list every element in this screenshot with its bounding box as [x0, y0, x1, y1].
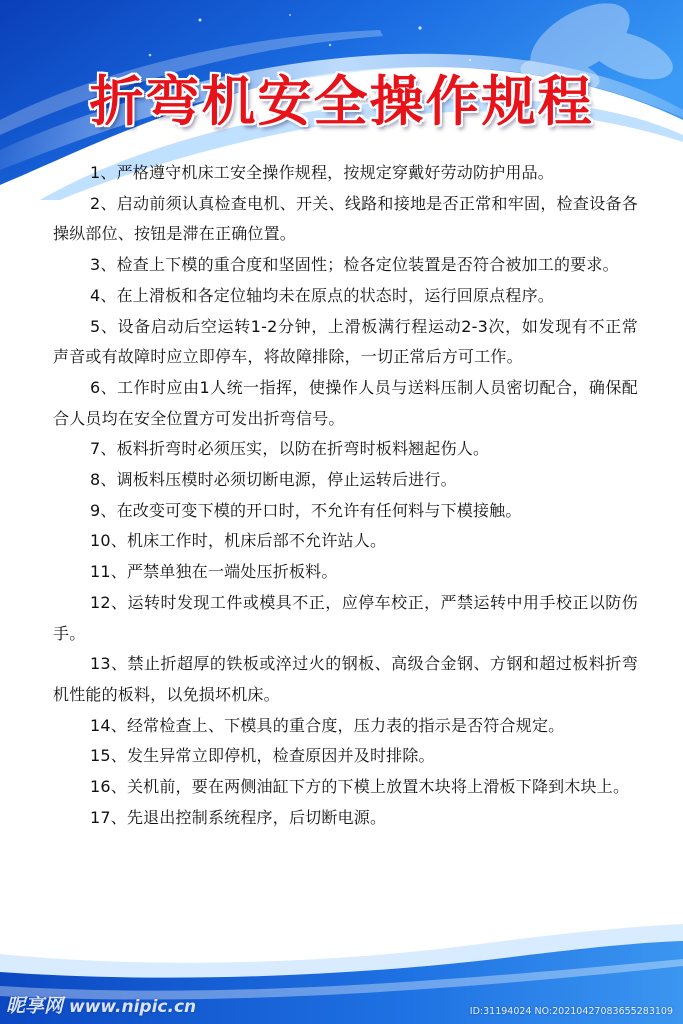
- page-title: 折弯机安全操作规程: [89, 70, 594, 133]
- rule-item: 10、机床工作时，机床后部不允许站人。: [90, 531, 387, 551]
- watermark-brand: [6, 991, 196, 1018]
- rule-item: 6、工作时应由1人统一指挥，使操作人员与送料压制人员密切配合，确保配合人员均在安全位置方可发出折弯信号。: [53, 377, 638, 428]
- rule-item: 15、发生异常立即停机，检查原因并及时排除。: [90, 746, 435, 766]
- watermark-id: ID:31194024 NO:20210427083655283109: [469, 1006, 673, 1017]
- rule-item: 9、在改变可变下模的开口时，不允许有任何料与下模接触。: [90, 500, 522, 520]
- rule-item: 2、启动前须认真检查电机、开关、线路和接地是否正常和牢固，检查设备各操纵部位、按钮是滞在正确位置。: [53, 193, 638, 244]
- rule-item: 3、检查上下模的重合度和坚固性；检各定位装置是否符合被加工的要求。: [90, 255, 619, 275]
- watermark-brand-name: 昵享网: [6, 995, 64, 1017]
- watermark-url: www.nipic.cn: [69, 997, 197, 1017]
- rule-item: 7、板料折弯时必须压实，以防在折弯时板料翘起伤人。: [90, 439, 490, 459]
- rule-item: 14、经常检查上、下模具的重合度，压力表的指示是否符合规定。: [90, 715, 565, 735]
- rule-item: 13、禁止折超厚的铁板或淬过火的钢板、高级合金钢、方钢和超过板料折弯机性能的板料，以免损坏机床。: [53, 654, 638, 704]
- rule-item: 8、调板料压模时必须切断电源，停止运转后进行。: [90, 470, 457, 490]
- rule-item: 12、运转时发现工件或模具不正，应停车校正，严禁运转中用手校正以防伤手。: [53, 592, 638, 643]
- rule-item: 5、设备启动后空运转1-2分钟，上滑板满行程运动2-3次，如发现有不正常声音或有故障时应立即停车，将故障排除，一切正常后方可工作。: [53, 316, 638, 367]
- rule-item: 11、严禁单独在一端处压折板料。: [90, 562, 338, 582]
- rule-item: 17、先退出控制系统程序，后切断电源。: [90, 807, 387, 827]
- rule-item: 1、严格遵守机床工安全操作规程，按规定穿戴好劳动防护用品。: [90, 163, 554, 182]
- rule-item: 4、在上滑板和各定位轴均未在原点的状态时，运行回原点程序。: [90, 285, 554, 305]
- rules-list: [53, 158, 638, 833]
- rule-item: 16、关机前，要在两侧油缸下方的下模上放置木块将上滑板下降到木块上。: [90, 777, 630, 797]
